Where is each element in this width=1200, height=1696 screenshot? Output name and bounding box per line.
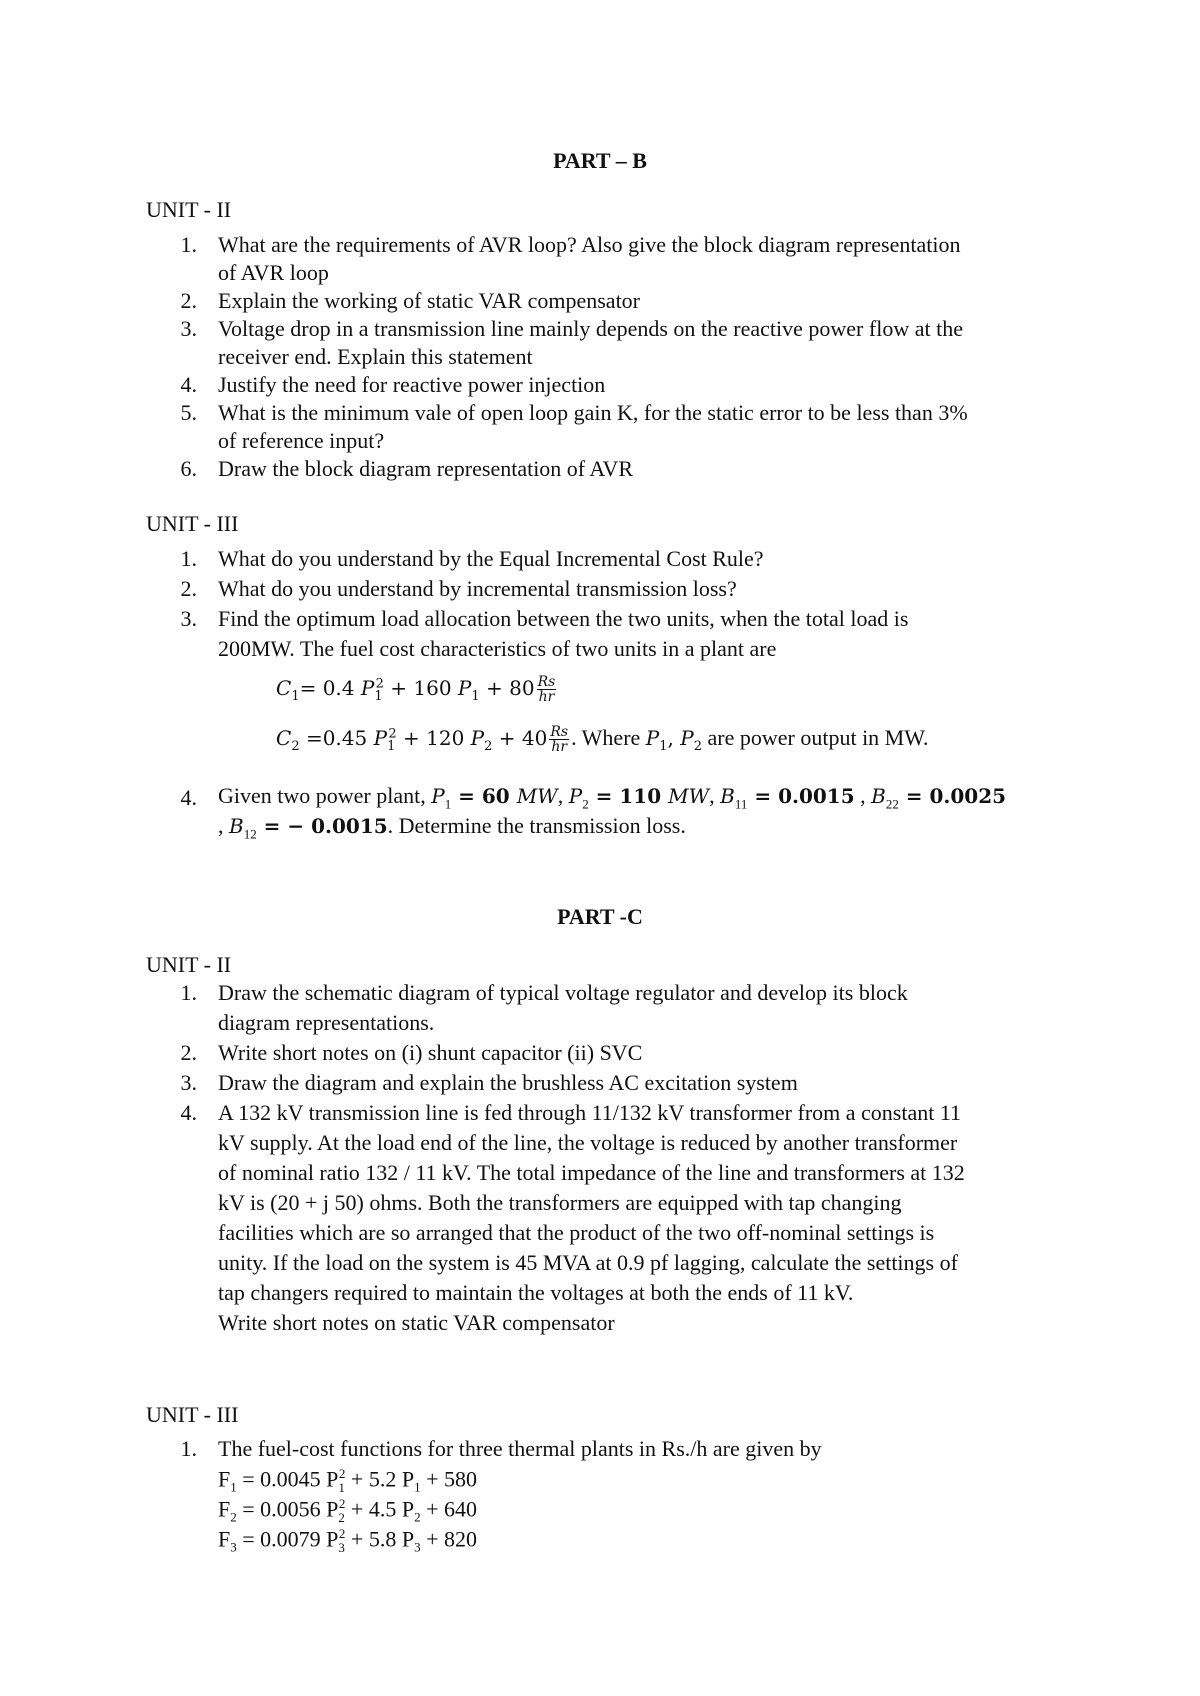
- item-number: 2.: [180, 576, 197, 601]
- item-number: 2.: [180, 288, 197, 313]
- list-item-line: Justify the need for reactive power injection: [218, 372, 606, 397]
- item4-b22-sub: 22: [885, 796, 899, 812]
- eq2-p-second: P: [470, 726, 485, 750]
- item4-p1-unit: MW: [516, 784, 558, 808]
- function-part: F: [218, 1526, 231, 1552]
- eq1-frac-den: hr: [538, 689, 555, 705]
- item4-b11-sub: 11: [734, 796, 748, 812]
- list-item-line: facilities which are so arranged that the product of the two off-nominal settings is: [218, 1220, 935, 1245]
- item-number: 6.: [180, 456, 197, 481]
- function-part: 3: [230, 1539, 237, 1555]
- list-item-line: What are the requirements of AVR loop? Also give the block diagram representation: [218, 232, 961, 257]
- list-item-line: What is the minimum vale of open loop gain K, for the static error to be less than 3%: [218, 400, 968, 425]
- eq2-where-sep: ,: [667, 726, 681, 750]
- eq1-fraction: [537, 675, 557, 704]
- eq1-lhs-sub: 1: [291, 689, 300, 704]
- list-item-line: of nominal ratio 132 / 11 kV. The total impedance of the line and transformers at 132: [218, 1160, 965, 1185]
- item-number: 3.: [180, 606, 197, 631]
- eq2-where-p2-sub: 2: [693, 739, 703, 754]
- item-number: 1.: [180, 980, 197, 1005]
- item4-p2-sub: 2: [582, 796, 589, 812]
- list-item-line: of reference input?: [218, 428, 385, 453]
- list-item-line: tap changers required to maintain the voltages at both the ends of 11 kV.: [218, 1280, 854, 1305]
- item4-b22: B: [871, 784, 886, 808]
- function-part: + 580: [420, 1466, 477, 1492]
- item-number: 3.: [180, 316, 197, 341]
- list-item-line: The fuel-cost functions for three thermal plants in Rs./h are given by: [218, 1436, 822, 1461]
- function-part: = 0.0079 P: [236, 1526, 339, 1552]
- item4-sep1: ,: [557, 783, 569, 808]
- item4-b22-val: = 0.0025: [898, 784, 1007, 808]
- function-part: + 5.2 P: [345, 1466, 415, 1492]
- eq2-sub2: 2: [484, 739, 493, 754]
- list-item-line: A 132 kV transmission line is fed through 11/132 kV transformer from a constant 11: [218, 1100, 962, 1125]
- equation-c1: [276, 675, 558, 704]
- item4-b12: B: [229, 814, 244, 838]
- item4-p1-sub: 1: [444, 796, 452, 812]
- item4-b12-sub: 12: [243, 826, 257, 842]
- item4-p2-unit: MW: [668, 784, 710, 808]
- function-part: 2: [338, 1526, 346, 1541]
- item-number: 1.: [180, 232, 197, 257]
- item4-sep3: ,: [854, 783, 872, 808]
- list-item-line: Voltage drop in a transmission line mainly depends on the reactive power flow at the: [218, 316, 963, 341]
- list-item-line: kV supply. At the load end of the line, the voltage is reduced by another transformer: [218, 1130, 958, 1155]
- function-part: 2: [338, 1496, 346, 1511]
- item-number: 4.: [180, 372, 197, 397]
- item4-b11-val: = 0.0015: [747, 784, 855, 808]
- item4-b11: B: [720, 784, 735, 808]
- list-item-line: What do you understand by incremental transmission loss?: [218, 576, 737, 601]
- function-part: 2: [338, 1466, 346, 1481]
- item-number: 2.: [180, 1040, 197, 1065]
- part-b-unit-ii-title: UNIT - II: [146, 197, 232, 222]
- equation-c2: [276, 725, 929, 754]
- function-part: 1: [338, 1479, 345, 1495]
- item4-p2: P: [568, 784, 583, 808]
- eq1-frac-num: Rs: [537, 674, 556, 690]
- eq2-lhs: C: [276, 726, 292, 750]
- function-part: F: [218, 1466, 231, 1492]
- list-item-line: Find the optimum load allocation between the two units, when the total load is: [218, 606, 909, 631]
- list-item-line: kV is (20 + j 50) ohms. Both the transformers are equipped with tap changing: [218, 1190, 902, 1215]
- list-item-line: Write short notes on static VAR compensator: [218, 1310, 615, 1335]
- eq2-frac-num: Rs: [550, 724, 569, 740]
- eq2-lhs-sub: 2: [291, 739, 300, 754]
- function-part: F: [218, 1496, 231, 1522]
- eq1-p-second: P: [457, 676, 472, 700]
- function-part: = 0.0045 P: [236, 1466, 339, 1492]
- function-part: 3: [414, 1539, 421, 1555]
- part-b-heading: PART – B: [553, 148, 647, 173]
- item-number: 4.: [180, 785, 197, 810]
- list-item-line: 200MW. The fuel cost characteristics of two units in a plant are: [218, 636, 777, 661]
- function-part: = 0.0056 P: [236, 1496, 339, 1522]
- item4-line1: [218, 783, 1006, 812]
- eq1-part2: + 160: [383, 676, 458, 700]
- eq1-sub2: 1: [471, 689, 480, 704]
- eq2-part1: =0.45: [299, 726, 374, 750]
- function-part: + 4.5 P: [345, 1496, 415, 1522]
- list-item-line: Write short notes on (i) shunt capacitor (ii) SVC: [218, 1040, 643, 1065]
- item4-intro: Given two power plant,: [218, 783, 432, 808]
- eq2-sup1: 2: [388, 726, 397, 742]
- function-part: 1: [230, 1479, 237, 1495]
- function-part: 2: [230, 1509, 237, 1525]
- eq1-lhs: C: [276, 676, 292, 700]
- eq2-fraction: [549, 725, 569, 754]
- list-item-line: Draw the block diagram representation of AVR: [218, 456, 634, 481]
- eq2-part3: + 40: [492, 726, 548, 750]
- eq2-where-p2: P: [680, 726, 694, 750]
- part-b-unit-iii-title: UNIT - III: [146, 511, 239, 536]
- list-item-line: Draw the schematic diagram of typical voltage regulator and develop its block: [218, 980, 908, 1005]
- function-part: 1: [414, 1479, 421, 1495]
- part-c-heading: PART -C: [557, 904, 643, 929]
- eq2-tail: are power output in MW.: [702, 725, 929, 750]
- eq2-part2: + 120: [396, 726, 471, 750]
- item-number: 1.: [180, 1436, 197, 1461]
- item4-b12-val: = − 0.0015: [256, 814, 388, 838]
- eq2-frac-den: hr: [551, 739, 568, 755]
- eq2-where-p1: P: [645, 726, 660, 750]
- eq1-part3: + 80: [479, 676, 535, 700]
- part-c-unit-iii-title: UNIT - III: [146, 1402, 239, 1427]
- eq1-sub1: 1: [374, 689, 383, 704]
- fuel-cost-function: [218, 1496, 477, 1526]
- item4-p2-val: = 110: [588, 784, 669, 808]
- function-part: + 820: [420, 1526, 477, 1552]
- function-part: 2: [414, 1509, 421, 1525]
- function-part: + 5.8 P: [345, 1526, 415, 1552]
- list-item-line: of AVR loop: [218, 260, 329, 285]
- eq2-where: . Where: [571, 725, 646, 750]
- item-number: 3.: [180, 1070, 197, 1095]
- function-part: + 640: [420, 1496, 477, 1522]
- eq2-where-p1-sub: 1: [659, 739, 668, 754]
- function-part: 2: [338, 1509, 345, 1525]
- item-number: 5.: [180, 400, 197, 425]
- list-item-line: diagram representations.: [218, 1010, 435, 1035]
- item4-line2-start: ,: [218, 813, 229, 838]
- item4-line2: [218, 813, 686, 842]
- item4-sep2: ,: [709, 783, 721, 808]
- fuel-cost-function: [218, 1526, 477, 1556]
- part-c-unit-ii-title: UNIT - II: [146, 952, 232, 977]
- item4-line2-end: . Determine the transmission loss.: [387, 813, 686, 838]
- list-item-line: Explain the working of static VAR compensator: [218, 288, 641, 313]
- eq2-p: P: [373, 726, 388, 750]
- eq1-part1: = 0.4: [299, 676, 361, 700]
- item-number: 1.: [180, 546, 197, 571]
- item4-p1-val: = 60: [451, 784, 517, 808]
- item-number: 4.: [180, 1100, 197, 1125]
- fuel-cost-function: [218, 1466, 477, 1496]
- list-item-line: receiver end. Explain this statement: [218, 344, 533, 369]
- eq1-sup1: 2: [375, 676, 384, 692]
- function-part: 3: [338, 1539, 345, 1555]
- eq2-sub1: 1: [387, 739, 396, 754]
- item4-p1: P: [431, 784, 445, 808]
- eq1-p: P: [360, 676, 375, 700]
- list-item-line: Draw the diagram and explain the brushless AC excitation system: [218, 1070, 798, 1095]
- list-item-line: What do you understand by the Equal Incremental Cost Rule?: [218, 546, 764, 571]
- list-item-line: unity. If the load on the system is 45 MVA at 0.9 pf lagging, calculate the settings of: [218, 1250, 958, 1275]
